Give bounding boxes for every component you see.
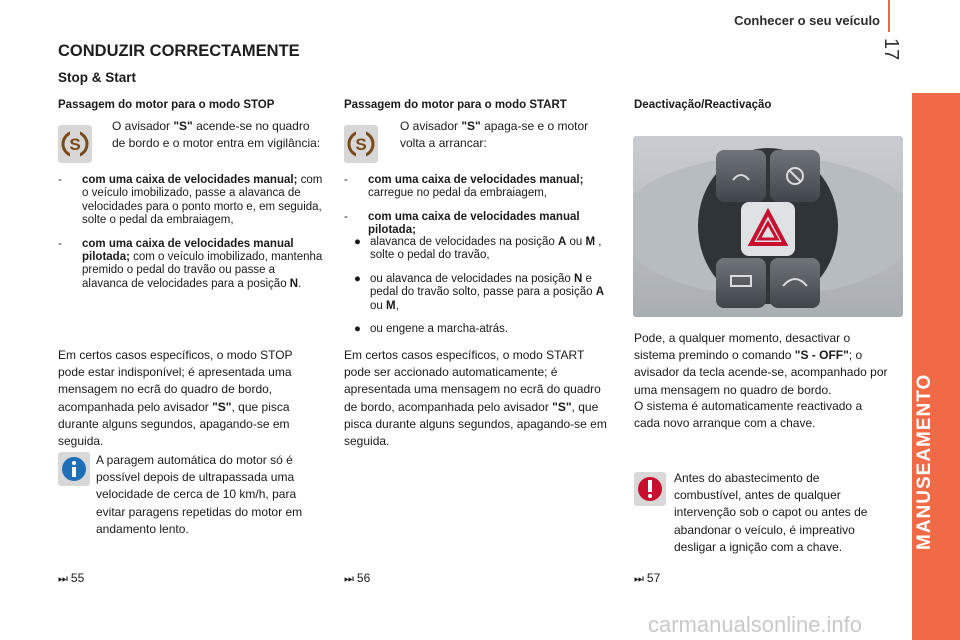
section-subtitle: Stop & Start xyxy=(58,70,137,85)
list-item: - com uma caixa de velocidades manual; carregue no pedal da embraiagem, xyxy=(344,174,584,200)
info-icon xyxy=(58,452,90,491)
start-mode-paragraph: Em certos casos específicos, o modo START pode ser accionado automaticamente; é apresentada uma mensagem no ecrã do quadro de bordo, acompanhada pelo avisador "S", que pisca durante alguns segundos, apagando-se em seguida. xyxy=(344,348,607,449)
chapter-label xyxy=(914,502,936,550)
info-note: A paragem automática do motor só é possível depois de ultrapassada uma velocidade de cerca de 10 km/h, para evitar paragens repetidas do motor em andamento lento. xyxy=(96,453,303,536)
page-reference[interactable]: ⏭ 57 xyxy=(634,571,661,585)
stop-mode-heading: Passagem do motor para o modo STOP xyxy=(58,99,275,111)
page-reference[interactable]: ⏭ 55 xyxy=(58,571,85,585)
list-item: ● ou alavanca de velocidades na posição N e pedal do travão solto, passe para a posição A ou M, xyxy=(354,272,604,312)
list-item: ● ou engene a marcha-atrás. xyxy=(354,323,509,336)
switch-panel-photo xyxy=(633,136,903,317)
page-number: 17 xyxy=(880,38,902,61)
header-divider xyxy=(888,0,890,32)
page-title: CONDUZIR CORRECTAMENTE xyxy=(58,42,300,60)
start-mode-sublist xyxy=(344,236,614,346)
stop-start-s-icon xyxy=(58,125,92,163)
list-item: - com uma caixa de velocidades manual; com o veículo imobilizado, passe a alavanca de velocidades para o ponto morto e, em seguida, solte o pedal da embraiagem, xyxy=(58,174,323,227)
section-header: Conhecer o seu veículo xyxy=(734,13,880,28)
list-item: ● alavanca de velocidades na posição A ou M , solte o pedal do travão, xyxy=(354,236,602,262)
watermark: carmanualsonline.info xyxy=(648,612,863,637)
list-item: - com uma caixa de velocidades manual pilotada; com o veículo imobilizado, mantenha premido o pedal do travão ou passe a alavanca de velocidades para a posição N. xyxy=(58,237,323,290)
chapter-sidebar xyxy=(912,93,960,640)
deactivation-heading: Deactivação/Reactivação xyxy=(634,99,772,111)
start-icon-text: O avisador "S" apaga-se e o motor volta a arrancar: xyxy=(400,119,589,151)
stop-mode-paragraph: Em certos casos específicos, o modo STOP pode estar indisponível; é apresentada uma mensagem no ecrã do quadro de bordo, acompanhada pelo avisador "S", que pisca durante alguns segundos, apagando-se em seguida. xyxy=(58,348,293,449)
page-reference[interactable]: ⏭ 56 xyxy=(344,571,371,585)
list-item: - com uma caixa de velocidades manual pilotada; xyxy=(344,210,580,237)
warning-note: Antes do abastecimento de combustível, antes de qualquer intervenção sob o capot ou antes de abandonar o veículo, é impreativo desligar a ignição com a chave. xyxy=(674,471,868,554)
stop-icon-text: O avisador "S" acende-se no quadro de bordo e o motor entra em vigilância: xyxy=(112,119,321,151)
start-mode-list xyxy=(344,174,614,244)
deactivation-paragraph: Pode, a qualquer momento, desactivar o sistema premindo o comando "S - OFF"; o avisador da tecla acende-se, acompanhado por uma mensagem no quadro de bordo. xyxy=(634,331,888,397)
reactivation-paragraph: O sistema é automaticamente reactivado a cada novo arranque com a chave. xyxy=(634,399,863,431)
svg-text:S: S xyxy=(355,135,367,154)
start-mode-heading: Passagem do motor para o modo START xyxy=(344,99,567,111)
stop-start-s-icon xyxy=(344,125,378,163)
warning-icon xyxy=(634,472,666,511)
stop-mode-list xyxy=(58,174,324,301)
svg-text:S: S xyxy=(69,135,81,154)
